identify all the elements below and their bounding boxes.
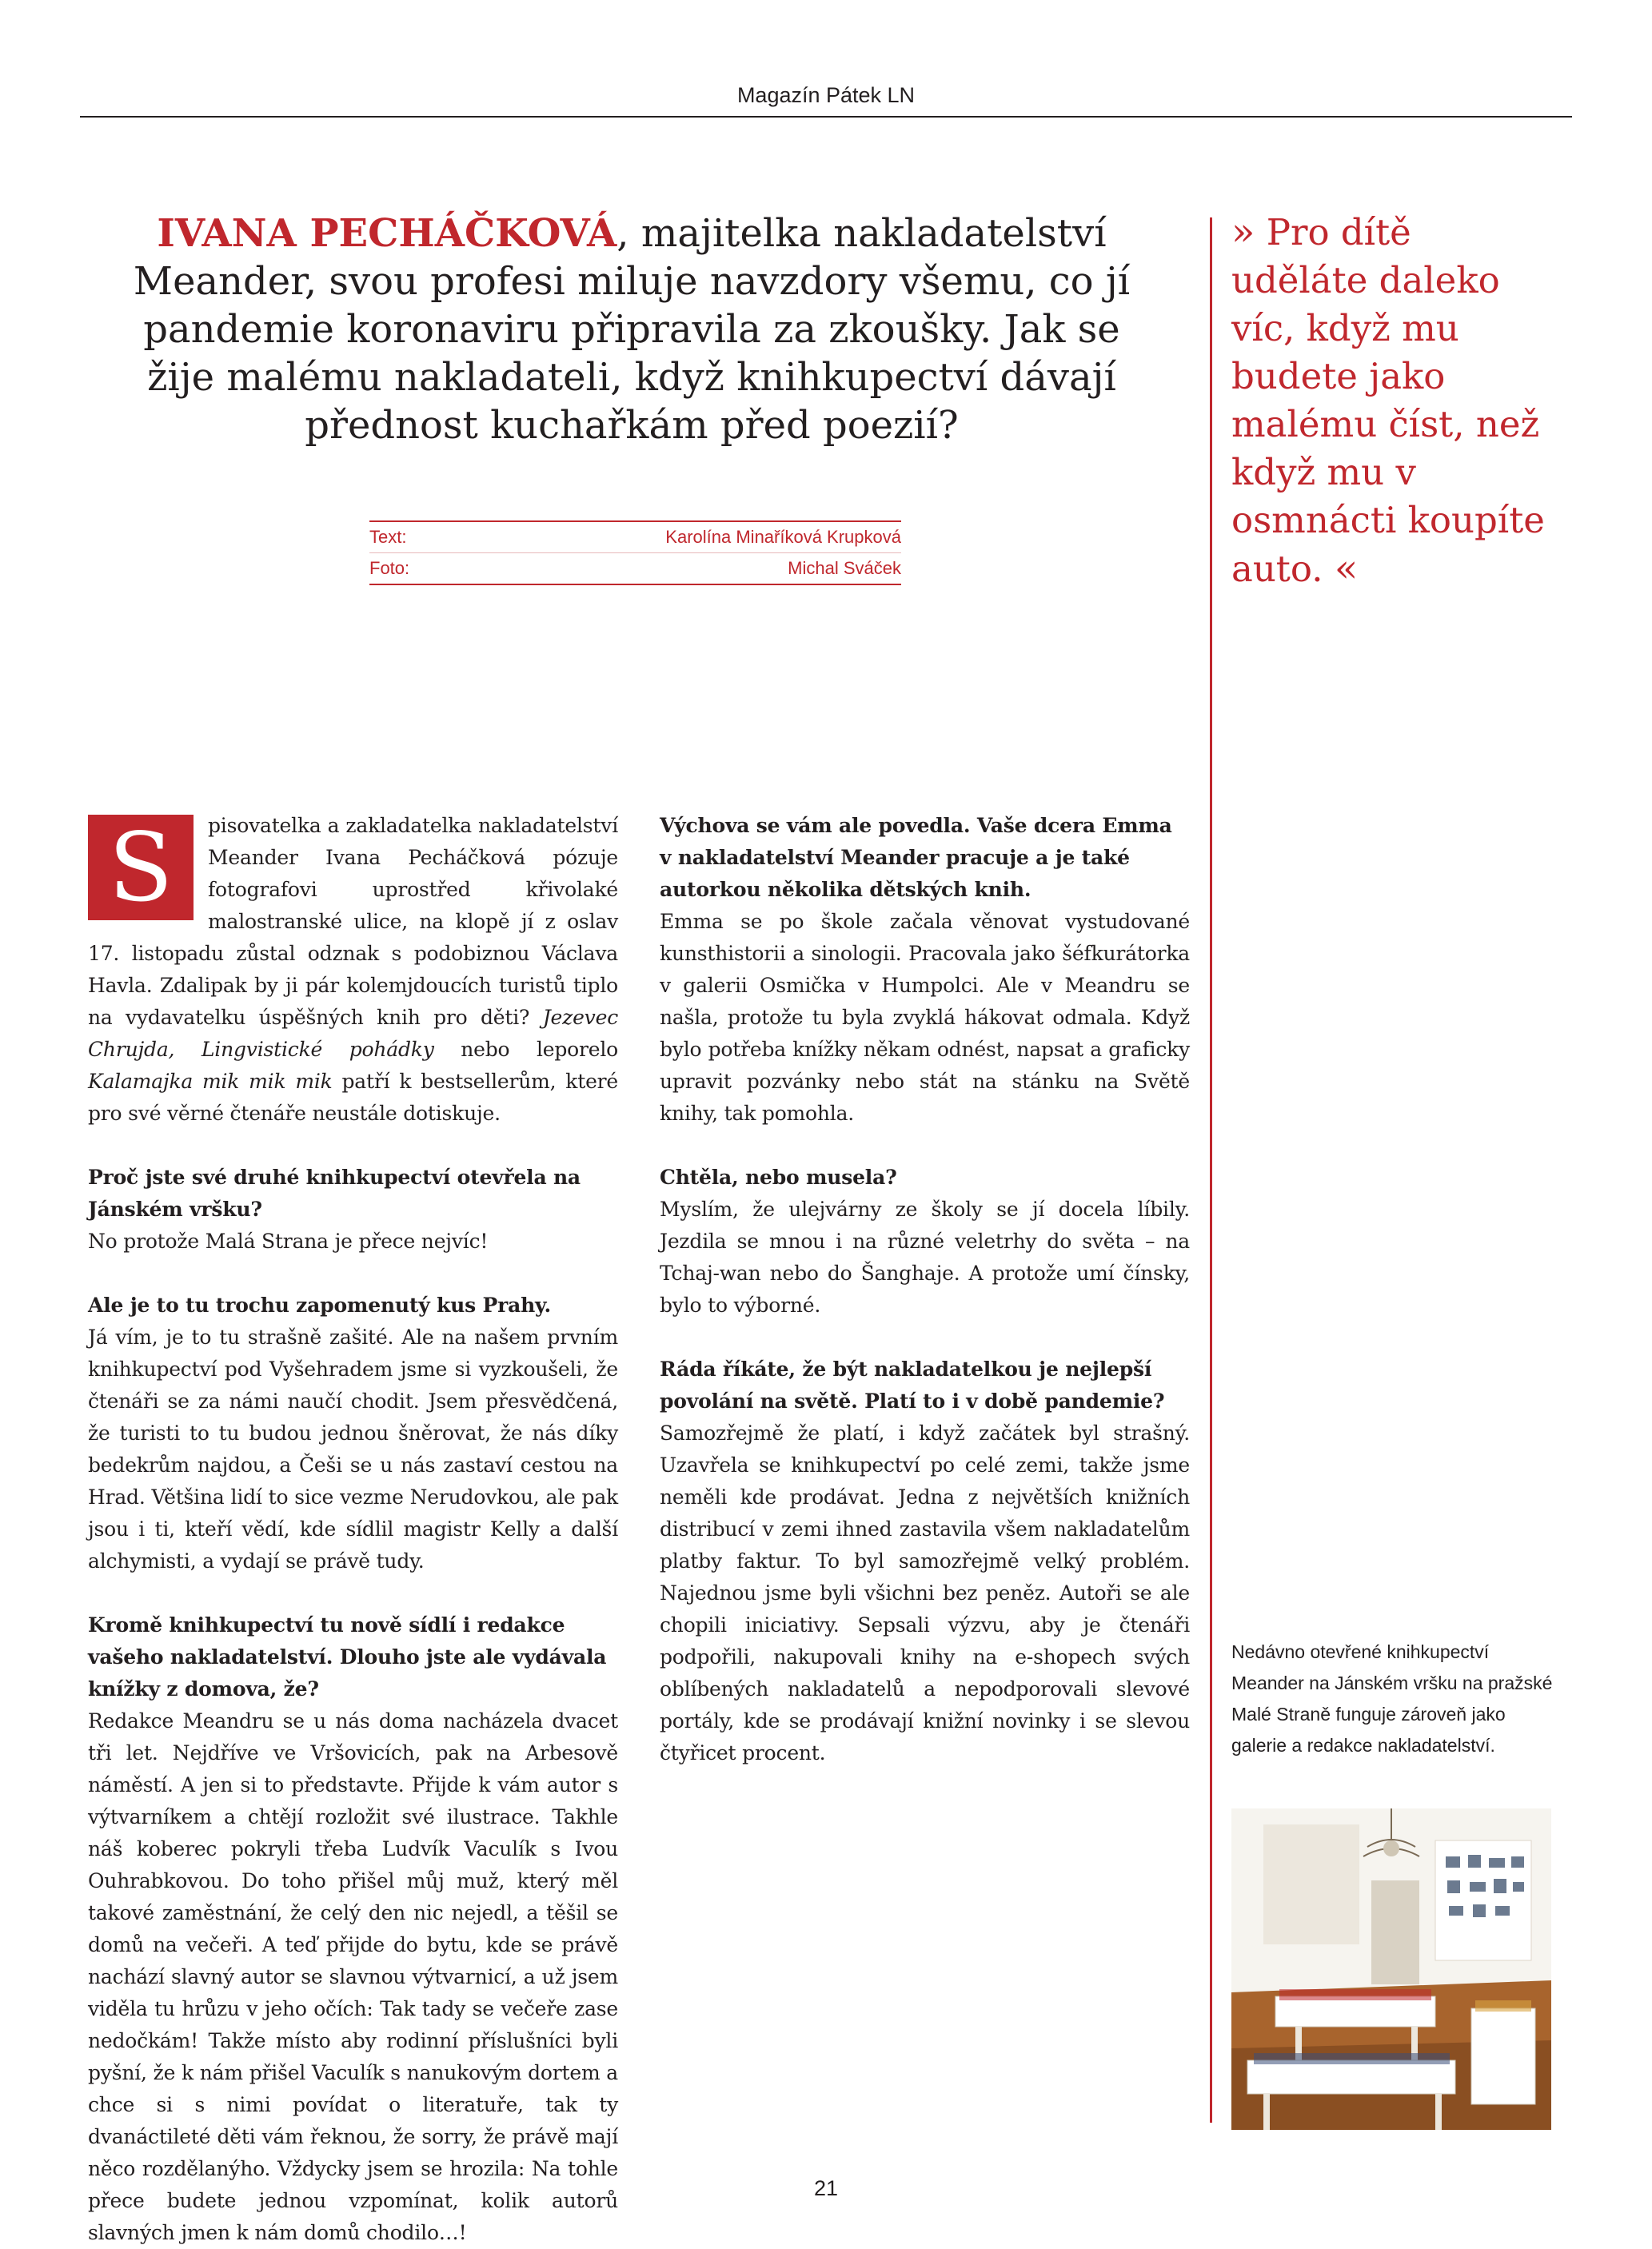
- lead-name: IVANA PECHÁČKOVÁ: [157, 211, 617, 256]
- intro-text-3: patří k bestsellerům, které pro své věrné čtenáře neustále dotiskuje.: [88, 1070, 619, 1125]
- question-1: Proč jste své druhé knihkupectví otevřela na Jánském vršku?: [88, 1166, 581, 1221]
- bookshop-photo: [1231, 1808, 1551, 2130]
- intro-paragraph: [88, 810, 618, 1130]
- answer-6: Samozřejmě že platí, i když začátek byl strašný. Uzavřela se knihkupectví po celé zemi, takže jsme neměli kde prodávat. Jedna z největších knižních distribucí v zemi ihned zastavila všem nakladatelům platby faktur. To byl samozřejmě velký problém. Najednou jsme byli všichni bez peněz. Autoři se ale chopili iniciativy. Sepsali výzvu, aby je čtenáři podpořili, nakupovali knihy na e-shopech svých oblíbených nakladatelů a nepodporovali slevové portály, kde se prodávají knižní novinky i se slevou čtyřicet procent.: [660, 1422, 1190, 1765]
- question-3: Kromě knihkupectví tu nově sídlí i redakce vašeho nakladatelství. Dlouho jste ale vydávala knížky z domova, že?: [88, 1613, 607, 1701]
- answer-3: Redakce Meandru se u nás doma nacházela dvacet tři let. Nejdříve ve Vršovicích, pak na Arbesově náměstí. A jen si to představte. Přijde k vám autor s výtvarníkem a chtějí rozložit své ilustrace. Takhle náš koberec pokryli třeba Ludvík Vaculík s Ivou Ouhrabkovou. Do toho přišel můj muž, který měl takové zaměstnání, že celý den nic nejedl, a těšil se domů na večeři. A teď přijde do bytu, kde se právě nachází slavný autor se slavnou výtvarnicí, a už jsem viděla tu hrůzu v jeho očích: Tak tady se večeře zase nedočkám! Takže místo aby rodinní příslušníci byli pyšní, že k nám přišel Vaculík s nanukovým dortem a chce si s nimi povídat o literatuře, tak ty dvanáctileté děti vám řeknou, že sorry, že právě mají něco rozdělanýho. Vždycky jsem se hrozila: Na tohle přece budete jednou vzpomínat, kolik autorů slavných jmen k nám domů chodilo…!: [88, 1709, 618, 2244]
- credits-photo-label: Foto:: [369, 558, 410, 578]
- answer-4: Emma se po škole začala věnovat vystudované kunsthistorii a sinologii. Pracovala jako šéfkurátorka v galerii Osmička v Humpolci. Ale v Meandru se našla, protože tu byla zvyklá hákovat odmala. Když bylo potřeba knížky někam odnést, napsat a graficky upravit pozvánky nebo stát na stánku na Světě knihy, tak pomohla.: [660, 910, 1190, 1125]
- page-number: 21: [813, 2176, 839, 2200]
- pullquote-vertical-rule: [1210, 217, 1212, 2123]
- question-4: Výchova se vám ale povedla. Vaše dcera Emma v nakladatelství Meander pracuje a je také autorkou několika dětských knih.: [660, 814, 1172, 901]
- quote-open-icon: »: [1231, 209, 1255, 254]
- intro-book-title: Kalamajka mik mik mik: [88, 1070, 333, 1093]
- intro-text-1: pisovatelka a zakladatelka nakladatelství Meander Ivana Pecháčková pózuje fotografovi uprostřed křivolaké malostranské ulice, na klopě jí z oslav 17. listopadu zůstal odznak s podobiznou Václava Havla. Zdalipak by ji pár kolemjdoucích turistů tiplo na vydavatelku úspěšných knih pro děti?: [88, 814, 618, 1029]
- credits-text-label: Text:: [369, 527, 407, 547]
- quote-close-icon: «: [1334, 546, 1359, 591]
- article-column-2: [660, 810, 1190, 1769]
- answer-1: No protože Malá Strana je přece nejvíc!: [88, 1230, 489, 1253]
- lead-paragraph: [104, 209, 1159, 449]
- credits-box: [369, 520, 901, 585]
- credits-text-row: [369, 522, 901, 553]
- lead-text: , majitelka nakladatelství Meander, svou profesi miluje navzdory všemu, co jí pandemie koronaviru připravila za zkoušky. Jak se žije malému nakladateli, když knihkupectví dávají přednost kuchařkám před poezií?: [133, 211, 1131, 448]
- credits-photo-row: [369, 553, 901, 585]
- credits-text-author: Karolína Minaříková Krupková: [665, 527, 901, 547]
- photo-caption: Nedávno otevřené knihkupectví Meander na Jánském vršku na pražské Malé Straně funguje zároveň jako galerie a redakce nakladatelství.: [1231, 1641, 1553, 1756]
- intro-text-2: nebo leporelo: [433, 1038, 618, 1061]
- question-5: Chtěla, nebo musela?: [660, 1166, 897, 1189]
- pull-quote: [1231, 208, 1551, 593]
- answer-5: Myslím, že ulejvárny ze školy se jí docela líbily. Jezdila se mnou i na různé veletrhy do světa – na Tchaj-wan nebo do Šanghaje. A protože umí čínsky, bylo to výborné.: [660, 1198, 1190, 1317]
- question-2: Ale je to tu trochu zapomenutý kus Prahy.: [88, 1294, 552, 1317]
- article-column-1: [88, 810, 618, 2249]
- intro-book-titles: Jezevec Chrujda, Lingvistické pohádky: [88, 1006, 618, 1061]
- question-6: Ráda říkáte, že být nakladatelkou je nejlepší povolání na světě. Platí to i v době pandemie?: [660, 1358, 1165, 1413]
- credits-photo-author: Michal Sváček: [788, 558, 901, 578]
- header-divider: [80, 116, 1572, 118]
- magazine-header: Magazín Pátek LN: [736, 83, 916, 107]
- pull-quote-text: Pro dítě uděláte daleko víc, když mu budete jako malému číst, než když mu v osmnácti koupíte auto.: [1231, 211, 1545, 590]
- answer-2: Já vím, je to tu strašně zašité. Ale na našem prvním knihkupectví pod Vyšehradem jsme si vyzkoušeli, že čtenáři se za námi naučí chodit. Jsem přesvědčená, že turisti to tu budou jednou šněrovat, že nás díky bedekrům najdou, a Češi se u nás zastaví cestou na Hrad. Většina lidí to sice vezme Nerudovkou, ale pak jsou i ti, kteří vědí, kde sídlil magistr Kelly a další alchymisti, a vydají se právě tudy.: [88, 1326, 618, 1573]
- drop-cap: S: [88, 815, 194, 920]
